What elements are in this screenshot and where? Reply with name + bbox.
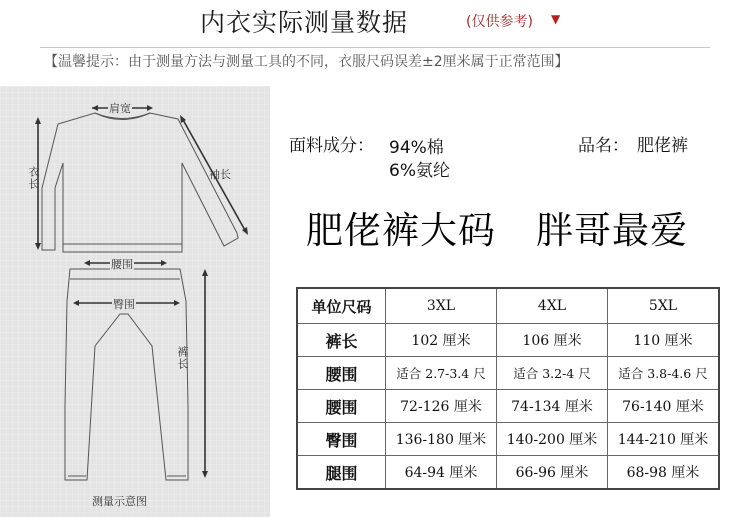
table-corner: 单位尺码 xyxy=(297,288,386,324)
row-label: 臀围 xyxy=(297,423,386,456)
table-cell: 74-134 厘米 xyxy=(497,390,608,423)
diagram-caption: 测量示意图 xyxy=(92,495,147,508)
shoulder-label: 肩宽 xyxy=(109,102,131,115)
size-header: 4XL xyxy=(497,288,608,324)
table-cell: 68-98 厘米 xyxy=(608,456,720,490)
pants-length-label: 裤长 xyxy=(176,346,189,370)
table-cell: 144-210 厘米 xyxy=(608,423,720,456)
measurement-diagram xyxy=(0,86,270,517)
table-cell: 适合 3.2-4 尺 xyxy=(497,357,608,390)
table-row xyxy=(297,456,719,490)
table-cell: 66-96 厘米 xyxy=(497,456,608,490)
table-cell: 106 厘米 xyxy=(497,324,608,357)
fabric-cotton: 94%棉 xyxy=(389,138,444,158)
table-row xyxy=(297,390,719,423)
header xyxy=(0,0,750,40)
table-cell: 64-94 厘米 xyxy=(386,456,497,490)
slogan xyxy=(306,200,688,254)
table-row xyxy=(297,357,719,390)
table-cell: 102 厘米 xyxy=(386,324,497,357)
slogan-part-2: 胖哥最爱 xyxy=(536,209,688,252)
notice-text: 【温馨提示：由于测量方法与测量工具的不同，衣服尺码误差±2厘米属于正常范围】 xyxy=(44,54,569,70)
table-header-row xyxy=(297,288,719,324)
row-label: 腿围 xyxy=(297,456,386,490)
page-subtitle: (仅供参考) xyxy=(466,14,533,30)
slogan-part-1: 肥佬裤大码 xyxy=(306,209,496,252)
table-cell: 140-200 厘米 xyxy=(497,423,608,456)
hip-label: 臀围 xyxy=(113,298,135,311)
page-title: 内衣实际测量数据 xyxy=(200,8,409,37)
size-header: 5XL xyxy=(608,288,720,324)
table-cell: 适合 3.8-4.6 尺 xyxy=(608,357,720,390)
row-label: 腰围 xyxy=(297,357,386,390)
table-cell: 136-180 厘米 xyxy=(386,423,497,456)
fabric-spandex: 6%氨纶 xyxy=(389,161,450,181)
product-name-label: 品名： xyxy=(578,136,629,156)
table-row xyxy=(297,324,719,357)
body-length-label: 衣长 xyxy=(27,166,40,190)
waist-label: 腰围 xyxy=(111,258,133,271)
product-name-value: 肥佬裤 xyxy=(637,136,688,156)
triangle-down-icon: ▼ xyxy=(551,12,561,26)
divider xyxy=(40,47,710,48)
fabric-label: 面料成分： xyxy=(289,136,374,156)
table-cell: 适合 2.7-3.4 尺 xyxy=(386,357,497,390)
size-table xyxy=(296,287,720,490)
table-cell: 76-140 厘米 xyxy=(608,390,720,423)
table-row xyxy=(297,423,719,456)
table-cell: 72-126 厘米 xyxy=(386,390,497,423)
table-cell: 110 厘米 xyxy=(608,324,720,357)
row-label: 腰围 xyxy=(297,390,386,423)
row-label: 裤长 xyxy=(297,324,386,357)
sleeve-label: 袖长 xyxy=(209,168,231,181)
size-header: 3XL xyxy=(386,288,497,324)
